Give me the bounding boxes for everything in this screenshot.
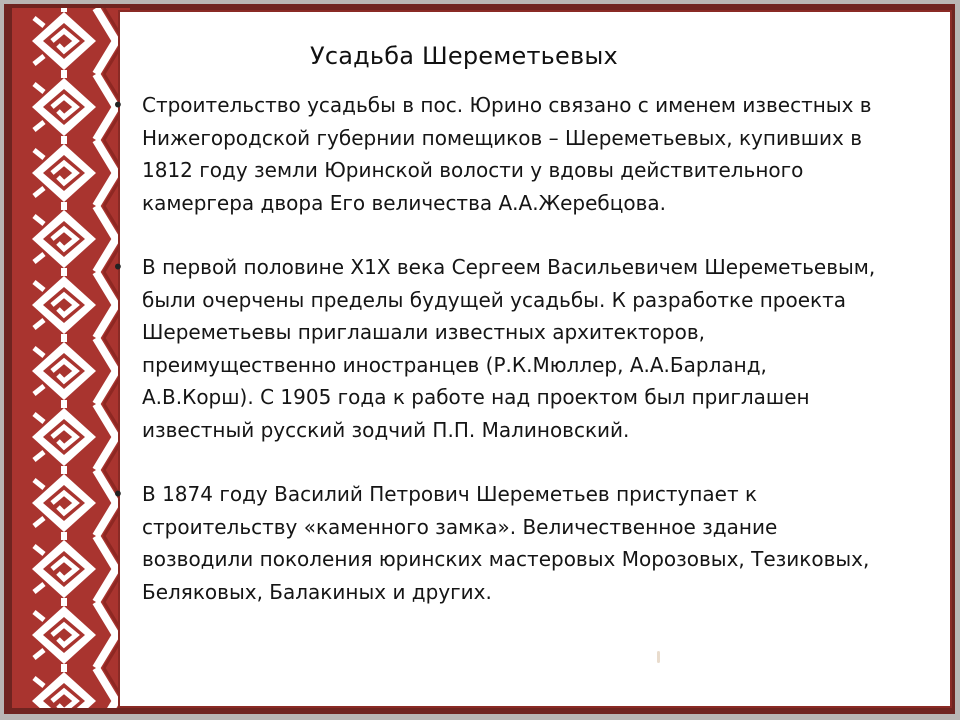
bullet-item xyxy=(112,89,932,219)
bullet-item xyxy=(112,478,932,608)
bullet-text: Строительство усадьбы в пос. Юрино связано с именем известных в Нижегородской губернии помещиков – Шереметьевых, купивших в 1812 году земли Юринской волости у вдовы действительного камергера двора Его величества А.А.Жеребцова. xyxy=(142,93,872,215)
bullet-marker: • xyxy=(112,482,124,506)
bullet-list xyxy=(112,89,932,640)
bullet-marker: • xyxy=(112,255,124,279)
bullet-item xyxy=(112,251,932,446)
bullet-text: В первой половине Х1Х века Сергеем Васильевичем Шереметьевым, были очерчены пределы будущей усадьбы. К разработке проекта Шереметьевы приглашали известных архитекторов, преимущественно иностранцев (Р.К.Мюллер, А.А.Барланд, А.В.Корш). С 1905 года к работе над проектом был приглашен известный русский зодчий П.П. Малиновский. xyxy=(142,255,876,442)
bullet-text: В 1874 году Василий Петрович Шереметьев приступает к строительству «каменного замка». Величественное здание возводили поколения юринских мастеровых Морозовых, Тезиковых, Беляковых, Балакиных и других. xyxy=(142,482,870,604)
bullet-marker: • xyxy=(112,93,124,117)
slide-title: Усадьба Шереметьевых xyxy=(310,42,618,70)
paper-speck xyxy=(657,651,660,663)
